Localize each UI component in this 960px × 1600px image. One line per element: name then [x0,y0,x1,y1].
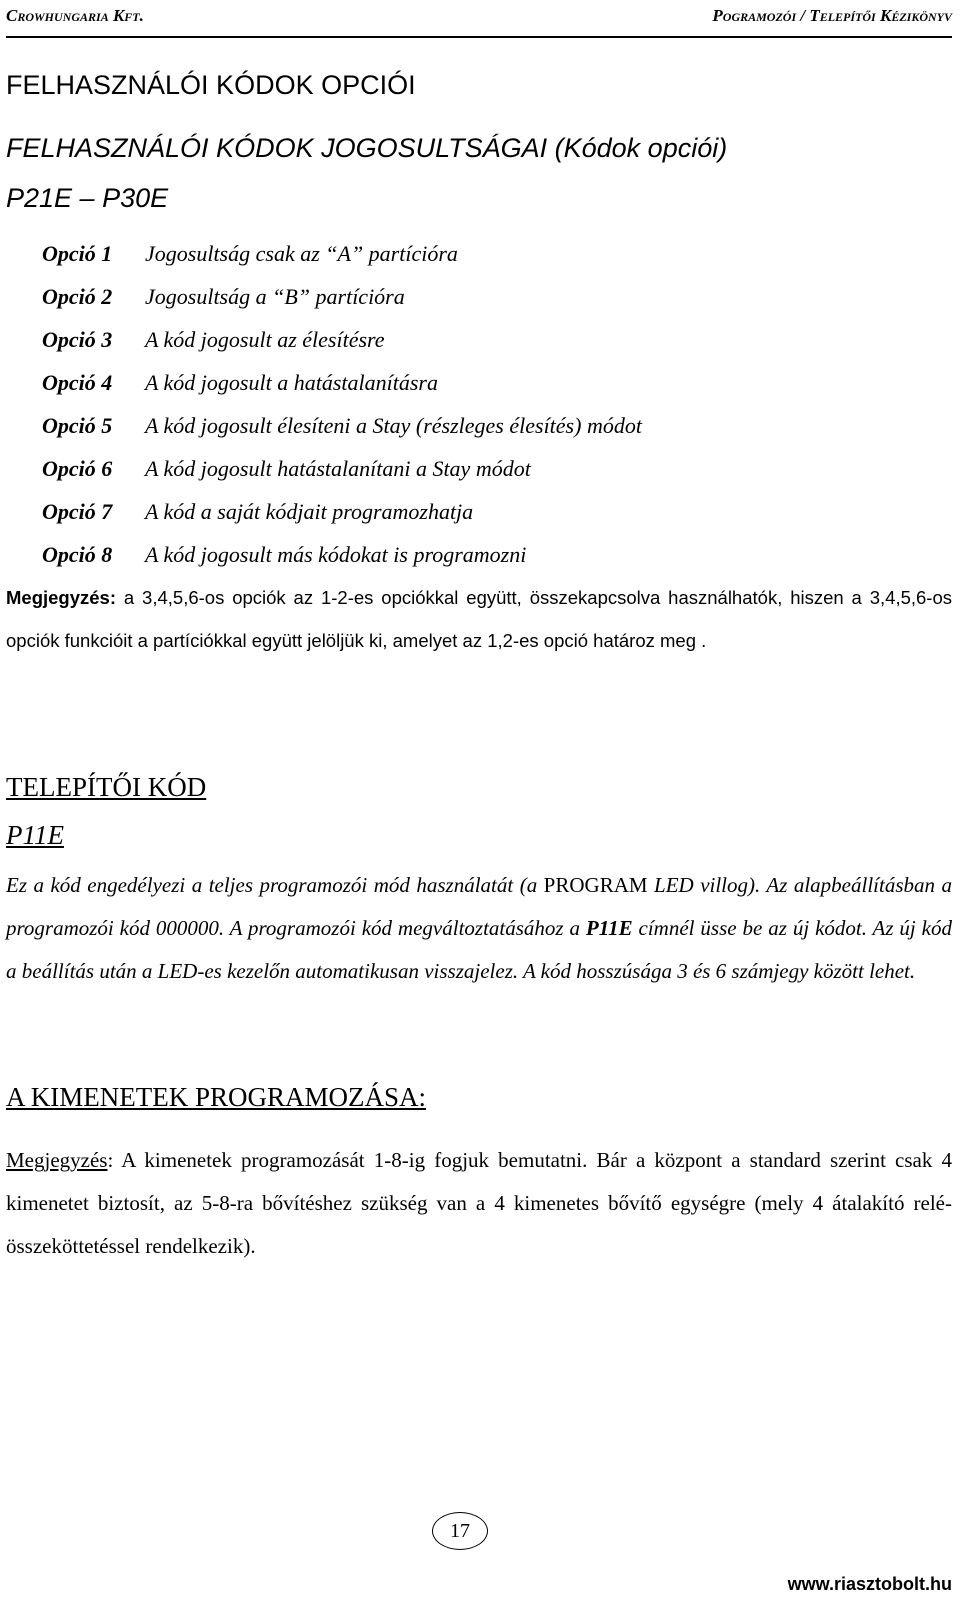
option-text: A kód jogosult élesíteni a Stay (részleges élesítés) módot [145,412,642,438]
section-title-user-code-options: FELHASZNÁLÓI KÓDOK OPCIÓI [6,70,416,100]
option-number: Opció 1 [42,240,113,266]
page-number: 17 [432,1512,488,1550]
section-title-outputs: A KIMENETEK PROGRAMOZÁSA: [6,1082,427,1112]
page-header [6,4,952,34]
option-row [42,232,642,275]
option-text: A kód a saját kódjait programozhatja [145,498,474,524]
option-text: A kód jogosult a hatástalanításra [145,369,438,395]
option-row [42,404,642,447]
option-row [42,447,642,490]
option-number: Opció 7 [42,498,113,524]
option-number: Opció 5 [42,412,113,438]
note-label: Megjegyzés: [6,587,117,608]
code-word: P11E [585,916,633,940]
option-text: Jogosultság csak az “A” partícióra [145,240,458,266]
desc-part: Ez a kód engedélyezi a teljes programozói mód használatát (a [6,873,544,897]
option-number: Opció 2 [42,283,113,309]
option-row [42,275,642,318]
note-text: : A kimenetek programozását 1-8-ig fogjuk bemutatni. Bár a központ a standard szerint csak 4 kimenetet biztosít, az 5-8-ra bővítéshez szükség van a 4 kimenetes bővítő egységre (mely 4 átalakító relé-összeköttetéssel rendelkezik). [6,1148,952,1258]
option-text: Jogosultság a “B” partícióra [145,283,405,309]
option-row [42,361,642,404]
desc-part: LED villog). Az alapbeállításban a programozói kód 000000. A programozói kód megváltoztatásához a [6,873,952,940]
footer-url: www.riasztobolt.hu [787,1574,952,1594]
installer-code-description [6,864,952,993]
company-name: Crowhungaria Kft. [6,6,144,25]
option-row [42,490,642,533]
option-number: Opció 4 [42,369,113,395]
option-number: Opció 6 [42,455,113,481]
section-title-installer-code: TELEPÍTŐI KÓD [6,772,207,802]
section-subtitle-user-code-rights: FELHASZNÁLÓI KÓDOK JOGOSULTSÁGAI (Kódok opciói) [6,133,728,163]
note-label: Megjegyzés [6,1148,108,1172]
option-text: A kód jogosult hatástalanítani a Stay módot [145,455,531,481]
installer-code-address: P11E [6,820,64,850]
note-text: a 3,4,5,6-os opciók az 1-2-es opciókkal együtt, összekapcsolva használhatók, hiszen a 3,4,5,6-os opciók funkcióit a partíciókkal együtt jelöljük ki, amelyet az 1,2-es opció határoz meg . [6,587,952,651]
option-row [42,533,642,576]
address-range: P21E – P30E [6,183,169,213]
options-note [6,576,952,662]
option-number: Opció 3 [42,326,113,352]
outputs-note [6,1139,952,1268]
desc-part: címnél üsse be az új kódot. Az új kód a beállítás után a LED-es kezelőn automatikusan visszajelez. A kód hosszúsága 3 és 6 számjegy között lehet. [6,916,952,983]
header-rule [6,36,952,38]
program-word: PROGRAM [543,873,648,897]
option-text: A kód jogosult más kódokat is programozni [145,541,527,567]
option-row [42,318,642,361]
option-number: Opció 8 [42,541,113,567]
option-text: A kód jogosult az élesítésre [145,326,385,352]
manual-title: Pogramozói / Telepítői Kézikönyv [712,6,952,25]
option-list [42,232,642,576]
